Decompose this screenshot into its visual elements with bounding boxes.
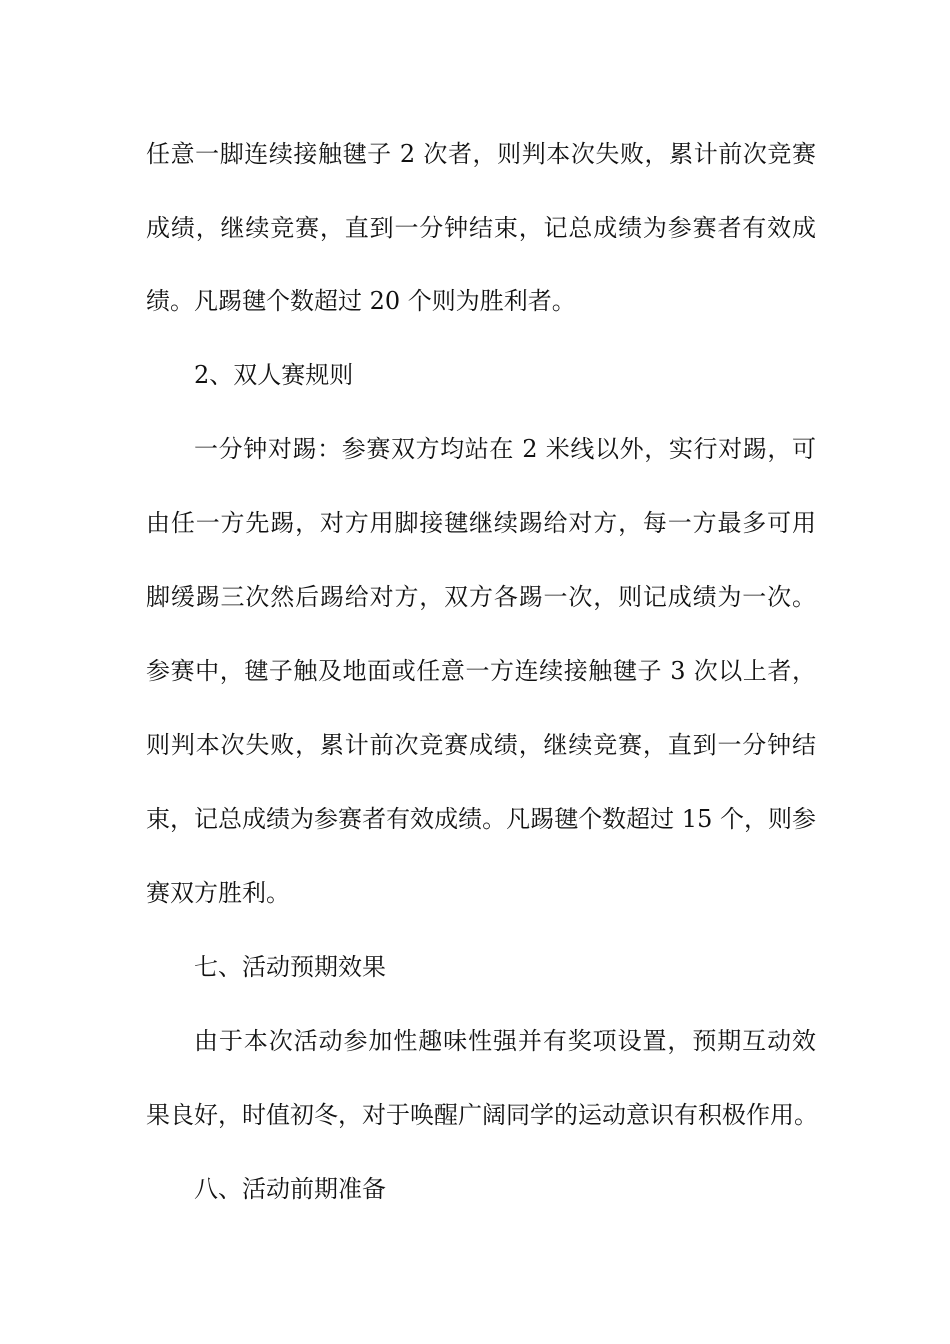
section-heading-doubles-rules: 2、双人赛规则 <box>194 361 354 389</box>
paragraph-line-3: 绩。凡踢毽个数超过 20 个则为胜利者。 <box>146 287 576 315</box>
paragraph-line-2: 成绩，继续竞赛，直到一分钟结束，记总成绩为参赛者有效成 <box>146 214 816 242</box>
paragraph-line-10: 束，记总成绩为参赛者有效成绩。凡踢毽个数超过 15 个，则参 <box>146 805 816 833</box>
paragraph-line-1: 任意一脚连续接触毽子 2 次者，则判本次失败，累计前次竞赛 <box>146 140 816 168</box>
paragraph-line-6: 由任一方先踢，对方用脚接毽继续踢给对方，每一方最多可用 <box>146 509 816 537</box>
paragraph-line-9: 则判本次失败，累计前次竞赛成绩，继续竞赛，直到一分钟结 <box>146 731 816 759</box>
section-heading-preparation: 八、活动前期准备 <box>194 1175 386 1203</box>
paragraph-line-5: 一分钟对踢：参赛双方均站在 2 米线以外，实行对踢，可 <box>194 435 816 463</box>
paragraph-line-8: 参赛中，毽子触及地面或任意一方连续接触毽子 3 次以上者， <box>146 657 816 685</box>
paragraph-line-7: 脚缓踢三次然后踢给对方，双方各踢一次，则记成绩为一次。 <box>146 583 816 611</box>
paragraph-line-11: 赛双方胜利。 <box>146 879 290 907</box>
section-heading-expected-effect: 七、活动预期效果 <box>194 953 386 981</box>
paragraph-line-14: 果良好，时值初冬，对于唤醒广阔同学的运动意识有积极作用。 <box>146 1101 818 1129</box>
paragraph-line-13: 由于本次活动参加性趣味性强并有奖项设置，预期互动效 <box>194 1027 816 1055</box>
